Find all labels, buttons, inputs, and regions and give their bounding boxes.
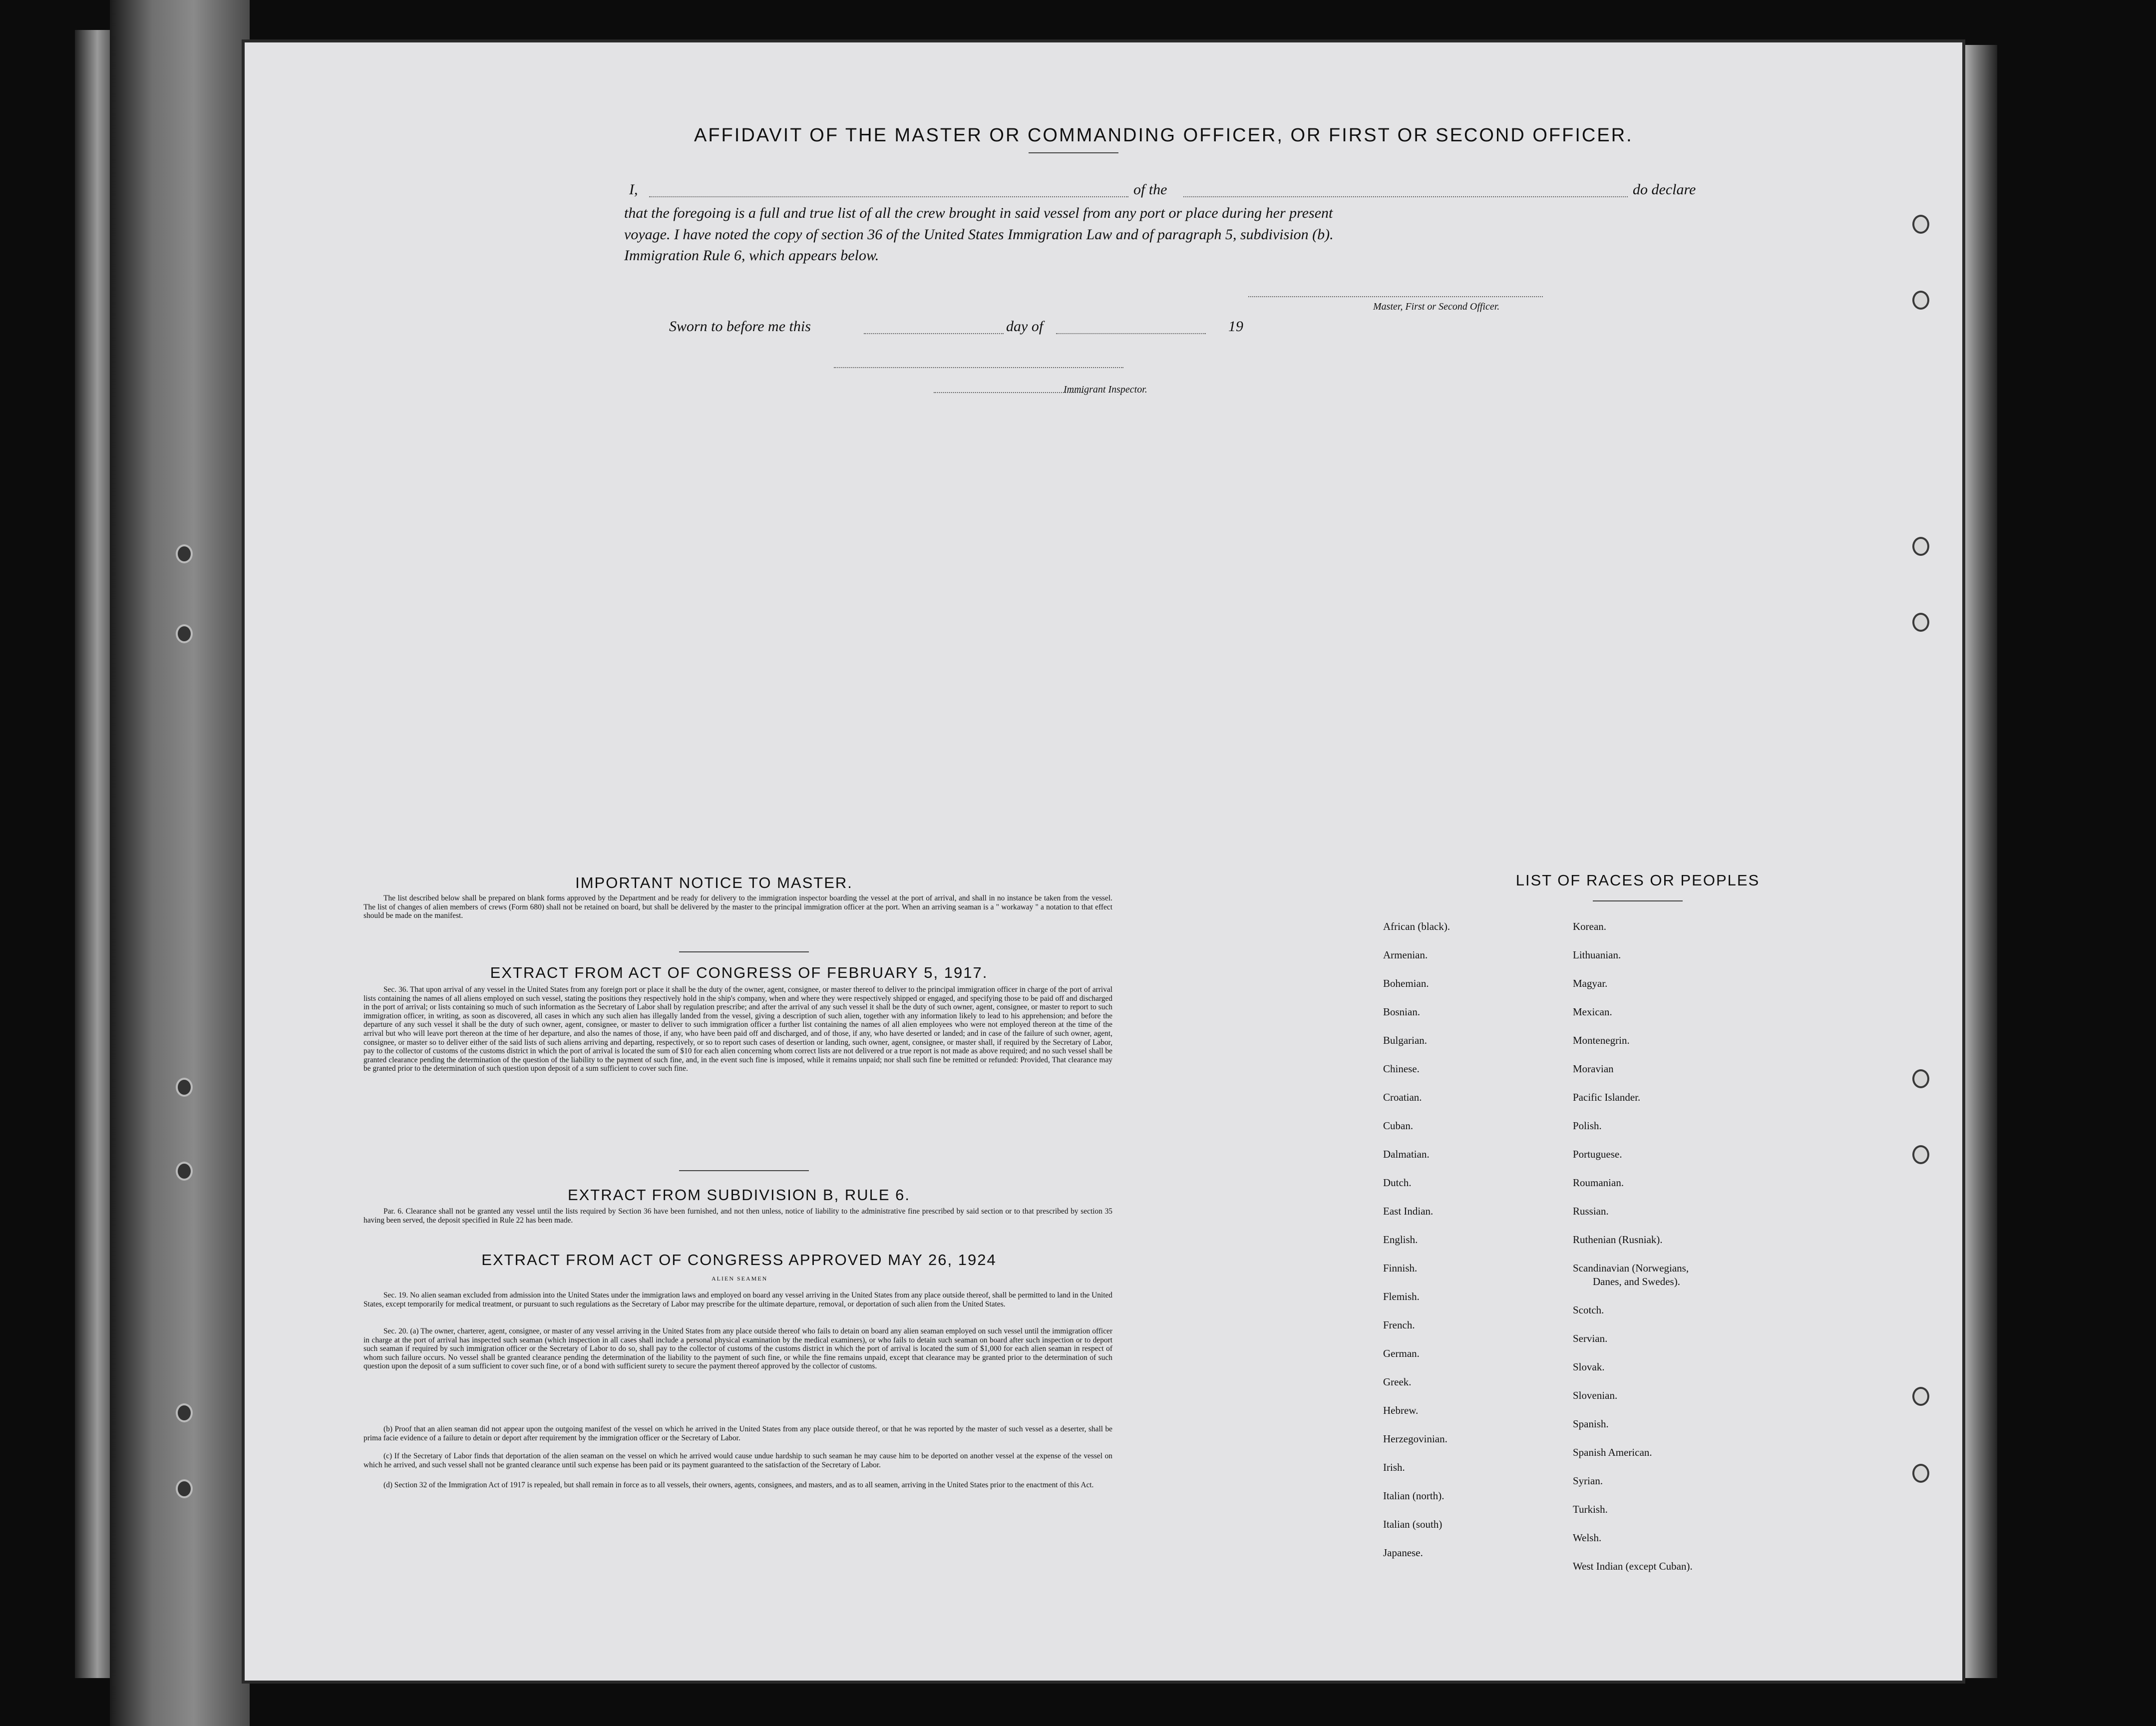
race-item: African (black).: [1383, 920, 1450, 932]
extract-rule6-title: EXTRACT FROM SUBDIVISION B, RULE 6.: [567, 1186, 911, 1204]
binder-hole: [176, 624, 193, 643]
race-item: Scotch.: [1573, 1304, 1604, 1316]
extract-rule6-text: Par. 6. Clearance shall not be granted any vessel until the lists required by Section 36 have been furnished, and not then unless, notice of liability to the administrative fine prescribed by said section or to that prescribed by section 35 having been served, the deposit specified in Rule 22 has been made.: [363, 1207, 1112, 1225]
race-item: Mexican.: [1573, 1006, 1612, 1018]
race-item: Danes, and Swedes).: [1593, 1276, 1680, 1288]
inspector-label: Immigrant Inspector.: [1064, 384, 1147, 395]
race-item: Syrian.: [1573, 1475, 1603, 1487]
affidavit-title: AFFIDAVIT OF THE MASTER OR COMMANDING OFFICER, OR FIRST OR SECOND OFFICER.: [694, 125, 1633, 146]
race-item: Greek.: [1383, 1376, 1412, 1388]
sworn-year: 19: [1228, 318, 1243, 335]
affidavit-line1-of: of the: [1133, 181, 1167, 198]
race-item: Russian.: [1573, 1205, 1609, 1217]
race-item: Lithuanian.: [1573, 949, 1621, 961]
master-signature-label: Master, First or Second Officer.: [1373, 301, 1500, 312]
inspector-line-2: [934, 392, 1083, 393]
race-item: Spanish American.: [1573, 1446, 1652, 1458]
punch-hole: [1912, 1464, 1929, 1483]
punch-hole: [1912, 1145, 1929, 1164]
punch-hole: [1912, 1387, 1929, 1406]
punch-hole: [1912, 613, 1929, 632]
race-item: Spanish.: [1573, 1418, 1609, 1430]
race-item: Dalmatian.: [1383, 1148, 1430, 1160]
race-item: Magyar.: [1573, 977, 1608, 989]
race-item: Bulgarian.: [1383, 1034, 1428, 1046]
race-item: Moravian: [1573, 1063, 1614, 1075]
binder-hole: [176, 1162, 193, 1181]
affidavit-line1-declare: do declare: [1633, 181, 1696, 198]
race-item: English.: [1383, 1234, 1418, 1246]
name-blank: [649, 196, 1128, 197]
binder-hole: [176, 1479, 193, 1498]
punch-hole: [1912, 1069, 1929, 1088]
divider: [679, 951, 809, 952]
affidavit-body-4: Immigration Rule 6, which appears below.: [624, 247, 879, 264]
race-item: Dutch.: [1383, 1177, 1412, 1189]
binder-hole: [176, 1403, 193, 1422]
race-item: French.: [1383, 1319, 1415, 1331]
master-signature-line: [1248, 296, 1543, 297]
binder-spine: [110, 0, 250, 1726]
vessel-blank: [1183, 196, 1628, 197]
race-item: Chinese.: [1383, 1063, 1420, 1075]
race-item: Slovak.: [1573, 1361, 1605, 1373]
race-item: Armenian.: [1383, 949, 1428, 961]
divider: [679, 1170, 809, 1171]
sworn-day-blank: [864, 333, 1004, 334]
race-item: Portuguese.: [1573, 1148, 1622, 1160]
race-item: Flemish.: [1383, 1291, 1420, 1302]
race-item: Japanese.: [1383, 1547, 1423, 1559]
race-item: Bosnian.: [1383, 1006, 1421, 1018]
punch-hole: [1912, 537, 1929, 556]
binder-hole: [176, 1078, 193, 1097]
extract-1924-sec20b: (b) Proof that an alien seaman did not appear upon the outgoing manifest of the vessel on which he arrived in the United States from any place outside thereof, or that he was reported by the master of such vessel as a deserter, shall be prima facie evidence of a failure to detain or deport after requirement by the immigration officer or the Secretary of Labor.: [363, 1425, 1112, 1442]
race-item: West Indian (except Cuban).: [1573, 1560, 1693, 1572]
race-item: Ruthenian (Rusniak).: [1573, 1234, 1663, 1246]
race-item: Welsh.: [1573, 1532, 1602, 1544]
extract-1924-sec19: Sec. 19. No alien seaman excluded from admission into the United States under the immigration laws and employed on board any vessel arriving in the United States from any place outside thereof, shall be permitted to land in the United States, except temporarily for medical treatment, or pursuant to such regulations as the Secretary of Labor may prescribe for the ultimate departure, removal, or deportation of such alien from the United States.: [363, 1291, 1112, 1308]
extract-1924-sec20d: (d) Section 32 of the Immigration Act of 1917 is repealed, but shall remain in force as to all vessels, their owners, agents, consignees, and masters, and as to all seamen, arriving in the United States prior to the enactment of this Act.: [383, 1481, 1094, 1489]
affidavit-body-2: that the foregoing is a full and true list of all the crew brought in said vessel from any port or place during her present: [624, 205, 1333, 221]
notice-title: IMPORTANT NOTICE TO MASTER.: [575, 874, 853, 891]
extract-1924-sec20a: Sec. 20. (a) The owner, charterer, agent, consignee, or master of any vessel arriving in the United States from any place outside thereof who fails to detain on board any alien seaman employed on such vessel until the immigration officer in charge at the port of arrival has inspected such seaman (which inspection in all cases shall include a personal physical examination by the medical examiners), or who fails to detain such seaman on board after such inspection or to deport such seaman if required by such immigration officer or the Secretary of Labor to do so, shall pay to the collector of customs of the customs district in which the port of arrival is located the sum of $1,000 for each alien seaman in respect of whom such failure occurs. No vessel shall be granted clearance pending the determination of the liability to the payment of such fine, or while the fine remains unpaid, except that clearance may be granted prior to the determination of such question upon the deposit of a sum sufficient to cover such fine, or of a bond with sufficient surety to secure the payment thereof approved by the collector of customs.: [363, 1327, 1112, 1371]
divider: [1593, 900, 1683, 901]
extract-1924-sec20c: (c) If the Secretary of Labor finds that deportation of the alien seaman on the vessel on which he arrived would cause undue hardship to such seaman he may cause him to be deported on another vessel at the expense of the vessel on which he arrived, and such vessel shall not be granted clearance until such expense has been paid or its payment guaranteed to the satisfaction of the Secretary of Labor.: [363, 1452, 1112, 1469]
race-item: Italian (south): [1383, 1518, 1442, 1530]
race-item: Pacific Islander.: [1573, 1091, 1641, 1103]
race-item: East Indian.: [1383, 1205, 1434, 1217]
race-item: Servian.: [1573, 1332, 1608, 1344]
race-item: Turkish.: [1573, 1503, 1608, 1515]
inspector-line-1: [834, 367, 1123, 368]
race-item: German.: [1383, 1347, 1420, 1359]
affidavit-line1-i: I,: [629, 181, 638, 198]
races-title: LIST OF RACES OR PEOPLES: [1515, 871, 1760, 889]
punch-hole: [1912, 291, 1929, 310]
race-item: Cuban.: [1383, 1120, 1414, 1132]
extract-1924-subtitle: ALIEN SEAMEN: [712, 1275, 768, 1282]
race-item: Polish.: [1573, 1120, 1602, 1132]
extract-1917-text: Sec. 36. That upon arrival of any vessel in the United States from any foreign port or place it shall be the duty of the owner, agent, consignee, or master thereof to deliver to the principal immigration officer in charge of the port of arrival lists containing the names of all aliens employed on such vessel, stating the positions they respectively hold in the ship's company, when and where they were respectively shipped or engaged, and specifying those to be paid off and discharged in the port of arrival; or lists containing so much of such information as the Secretary of Labor shall by regulation prescribe; and after the arrival of any such vessel it shall be the duty of such owner, agent, consignee, or master to report to such immigration officer, in writing, as soon as discovered, all cases in which any such alien has illegally landed from the vessel, giving a description of such alien, together with any information likely to lead to his apprehension; and before the departure of any such vessel it shall be the duty of such owner, agent, consignee, or master to deliver to such immigration officer a further list containing the names of all alien employees who were not employed thereon at the time of the arrival but who will leave port thereon at the time of her departure, and also the names of those, if any, who have been paid off and discharged, and of those, if any, who have deserted or landed; and in case of the failure of such owner, agent, consignee, or master so to deliver either of the said lists of such aliens arriving and departing, respectively, or so to report such cases of desertion or landing, such owner, agent, consignee, or master shall, if required by the Secretary of Labor, pay to the collector of customs of the customs district in which the port of arrival is located the sum of $10 for each alien concerning whom correct lists are not delivered or a true report is not made as above required; and no such vessel shall be granted clearance pending the determination of the question of the liability to the payment of such fine, and, in the event such fine is imposed, while it remains unpaid; nor shall such fine be remitted or refunded: Provided, That clearance may be granted prior to the determination of such question upon deposit of a sum sufficient to cover such fine.: [363, 985, 1112, 1073]
race-item: Korean.: [1573, 920, 1607, 932]
binder-hole: [176, 544, 193, 563]
race-item: Croatian.: [1383, 1091, 1422, 1103]
race-item: Montenegrin.: [1573, 1034, 1630, 1046]
race-item: Italian (north).: [1383, 1490, 1444, 1502]
sworn-label: Sworn to before me this: [669, 318, 811, 335]
notice-text: The list described below shall be prepared on blank forms approved by the Department and be ready for delivery to the immigration inspector boarding the vessel at the port of arrival, and shall in no instance be taken from the vessel. The list of changes of alien members of crews (Form 680) shall not be retained on board, but shall be delivered by the master to the principal immigration officer at the port. When an arriving seaman is a " workaway " a notation to that effect should be made on the manifest.: [363, 894, 1112, 920]
extract-1917-title: EXTRACT FROM ACT OF CONGRESS OF FEBRUARY 5, 1917.: [490, 964, 988, 981]
race-item: Hebrew.: [1383, 1404, 1419, 1416]
race-item: Herzegovinian.: [1383, 1433, 1447, 1445]
race-item: Slovenian.: [1573, 1389, 1618, 1401]
divider: [1029, 152, 1118, 153]
document-page: [245, 42, 1962, 1681]
race-item: Bohemian.: [1383, 977, 1429, 989]
race-item: Finnish.: [1383, 1262, 1418, 1274]
sworn-day-of: day of: [1006, 318, 1044, 335]
punch-hole: [1912, 215, 1929, 234]
race-item: Irish.: [1383, 1461, 1405, 1473]
race-item: Roumanian.: [1573, 1177, 1624, 1189]
extract-1924-title: EXTRACT FROM ACT OF CONGRESS APPROVED MAY 26, 1924: [481, 1251, 997, 1269]
sworn-month-blank: [1056, 333, 1206, 334]
page-right-edge: [1962, 45, 1997, 1678]
race-item: Scandinavian (Norwegians,: [1573, 1262, 1689, 1274]
affidavit-body-3: voyage. I have noted the copy of section 36 of the United States Immigration Law and of paragraph 5, subdivision (b).: [624, 226, 1334, 243]
